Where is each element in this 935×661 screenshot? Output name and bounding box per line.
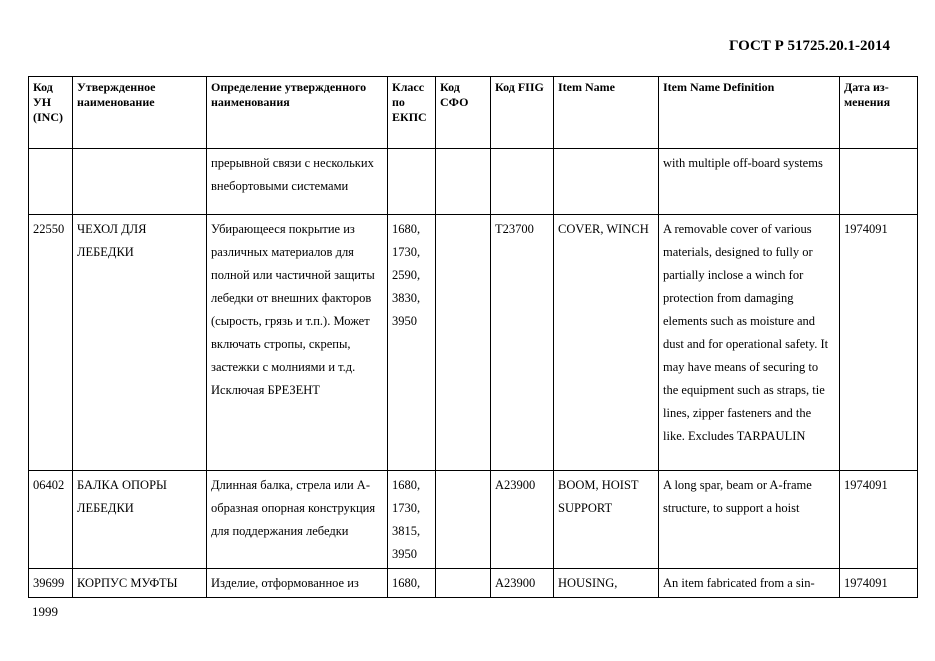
cell-sfo xyxy=(436,569,491,598)
cell-name-ru: БАЛКА ОПОРЫ ЛЕБЕДКИ xyxy=(73,471,207,569)
cell-definition-ru: Изделие, отформованное из xyxy=(207,569,388,598)
col-header-item-name: Item Name xyxy=(554,77,659,149)
cell-date: 1974091 xyxy=(840,215,918,471)
cell-sfo xyxy=(436,215,491,471)
page-number: 1999 xyxy=(32,604,58,619)
cell-item-name: COVER, WINCH xyxy=(554,215,659,471)
cell-sfo xyxy=(436,471,491,569)
table-row xyxy=(29,569,918,598)
document-standard-code: ГОСТ Р 51725.20.1-2014 xyxy=(728,38,890,54)
cell-item-name: BOOM, HOIST SUPPORT xyxy=(554,471,659,569)
cell-item-name: HOUSING, xyxy=(554,569,659,598)
cell-definition-ru: Длинная балка, стрела или А-образная опорная конструкция для поддержания лебедки xyxy=(207,471,388,569)
cell-fiig: A23900 xyxy=(491,471,554,569)
col-header-definition-ru: Определение утвержденного наименования xyxy=(207,77,388,149)
cell-inc: 06402 xyxy=(29,471,73,569)
col-header-inc: Код УН (INC) xyxy=(29,77,73,149)
cell-definition-ru: Убирающееся покрытие из различных материалов для полной или частичной защиты лебедки от внешних факторов (сырость, грязь и т.п.). Может включать стропы, скрепы, застежки с молниями и т.д. Исключая БРЕЗЕНТ xyxy=(207,215,388,471)
table-row xyxy=(29,215,918,471)
cell-fiig xyxy=(491,149,554,215)
cell-date: 1974091 xyxy=(840,569,918,598)
cell-date: 1974091 xyxy=(840,471,918,569)
cell-class: 1680, 1730, 2590, 3830, 3950 xyxy=(388,215,436,471)
table-header-row xyxy=(29,77,918,149)
cell-name-ru xyxy=(73,149,207,215)
cell-name-ru: ЧЕХОЛ ДЛЯ ЛЕБЕДКИ xyxy=(73,215,207,471)
cell-sfo xyxy=(436,149,491,215)
cell-fiig: A23900 xyxy=(491,569,554,598)
cell-definition-ru: прерывной связи с нескольких внебортовыми системами xyxy=(207,149,388,215)
col-header-sfo: Код СФО xyxy=(436,77,491,149)
cell-name-ru: КОРПУС МУФТЫ xyxy=(73,569,207,598)
cell-class: 1680, 1730, 3815, 3950 xyxy=(388,471,436,569)
cell-definition-en: A long spar, beam or A-frame structure, to support a hoist xyxy=(659,471,840,569)
cell-inc xyxy=(29,149,73,215)
cell-inc: 39699 xyxy=(29,569,73,598)
cell-class: 1680, xyxy=(388,569,436,598)
col-header-fiig: Код FIIG xyxy=(491,77,554,149)
col-header-approved-name: Утвержденное наименование xyxy=(73,77,207,149)
col-header-date: Дата из-менения xyxy=(840,77,918,149)
cell-fiig: T23700 xyxy=(491,215,554,471)
cell-item-name xyxy=(554,149,659,215)
cell-definition-en: with multiple off-board systems xyxy=(659,149,840,215)
col-header-definition-en: Item Name Definition xyxy=(659,77,840,149)
cell-date xyxy=(840,149,918,215)
cell-class xyxy=(388,149,436,215)
cell-definition-en: A removable cover of various materials, designed to fully or partially inclose a winch for protection from damaging elements such as moisture and dust and for operational safety. It may have means of securing to the equipment such as straps, tie lines, zipper fasteners and the like. Excludes TARPAULIN xyxy=(659,215,840,471)
table-row xyxy=(29,471,918,569)
table-row xyxy=(29,149,918,215)
cell-definition-en: An item fabricated from a sin- xyxy=(659,569,840,598)
cell-inc: 22550 xyxy=(29,215,73,471)
col-header-class: Класс по ЕКПС xyxy=(388,77,436,149)
nomenclature-table xyxy=(28,76,918,598)
